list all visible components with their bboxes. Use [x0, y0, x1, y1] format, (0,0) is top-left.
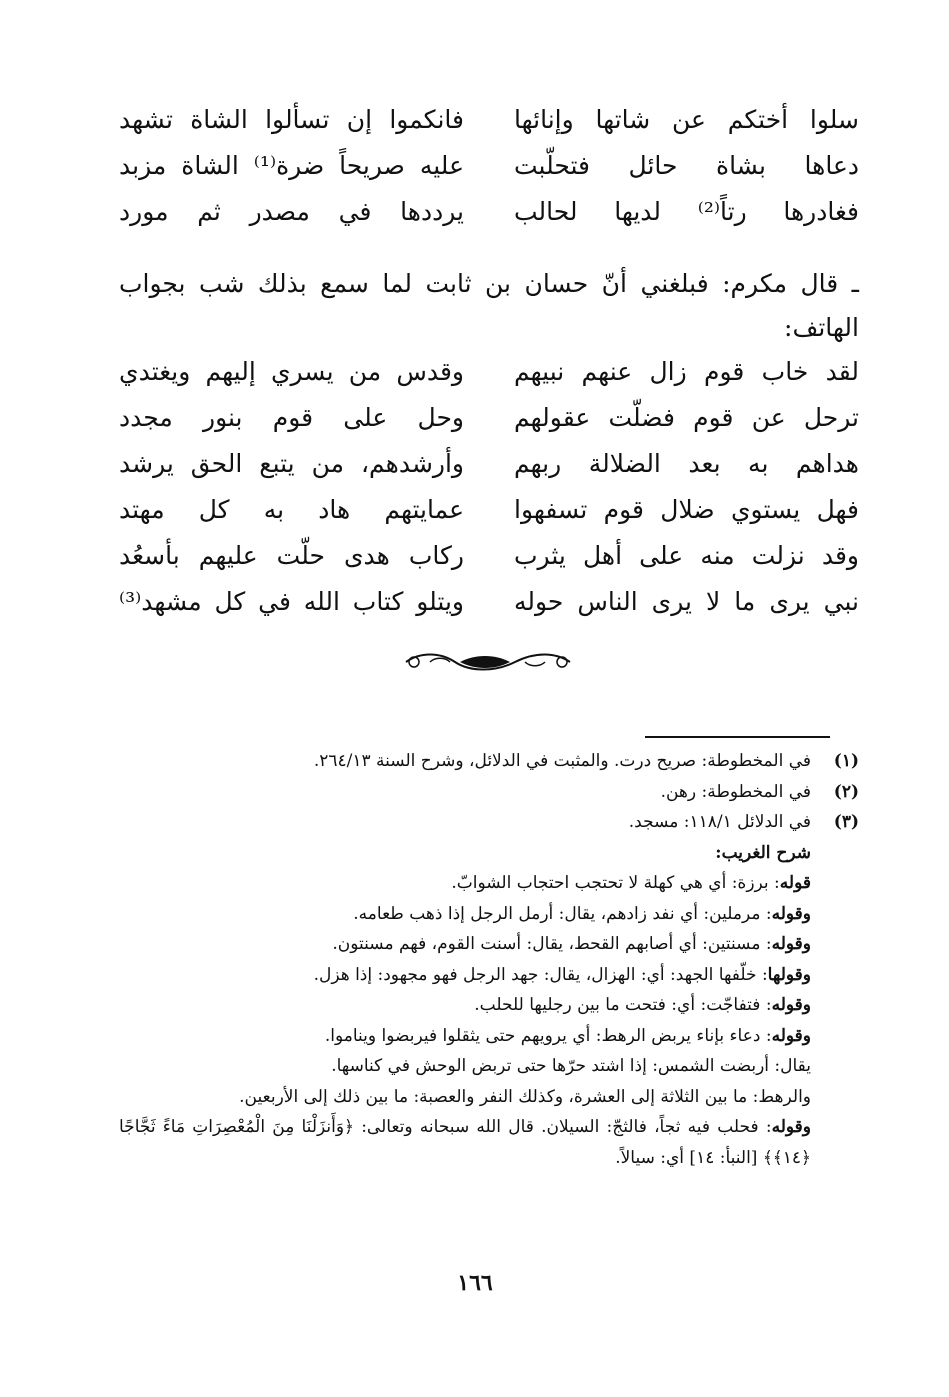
- gloss-text: : مسنتين: أي أصابهم القحط، يقال: أسنت القوم، فهم مسنتون.: [332, 934, 772, 954]
- poem-block-1: [119, 100, 859, 238]
- gloss-entry: [119, 990, 811, 1021]
- gloss-entry: [119, 1112, 811, 1173]
- verse-line: [119, 490, 859, 536]
- verse-line: [119, 352, 859, 398]
- verse-line: [119, 100, 859, 146]
- verse-first-hemistich: دعاها بشاة حائل فتحلّبت: [514, 151, 859, 180]
- gloss-headword: وقوله: [771, 934, 811, 954]
- verse-second-hemistich: يرددها في مصدر ثم مورد: [119, 197, 464, 226]
- verse-first-hemistich: لقد خاب قوم زال عنهم نبيهم: [514, 357, 859, 386]
- footnotes: [119, 746, 859, 1173]
- verse-line: [119, 582, 859, 628]
- page-number: ١٦٦: [457, 1270, 493, 1296]
- verse-line: [119, 536, 859, 582]
- poem-block-2: [119, 352, 859, 628]
- gloss-text: : برزة: أي هي كهلة لا تحتجب احتجاب الشوابّ.: [451, 873, 780, 893]
- gloss-entry: [119, 868, 811, 899]
- gloss-entry: [119, 1021, 811, 1052]
- verse-second-hemistich: عليه صريحاً ضرة⁽¹⁾ الشاة مزبد: [119, 151, 464, 180]
- gloss-headword: وقولها: [767, 964, 811, 985]
- verse-first-hemistich: فغادرها رتاً⁽²⁾ لديها لحالب: [514, 197, 859, 226]
- verse-first-hemistich: ترحل عن قوم فضلّت عقولهم: [514, 403, 859, 432]
- gloss-entry: [119, 960, 811, 991]
- verse-first-hemistich: سلوا أختكم عن شاتها وإنائها: [514, 105, 859, 134]
- verse-line: [119, 192, 859, 238]
- gloss-title: شرح الغريب:: [715, 842, 811, 863]
- gloss-text: : فحلب فيه ثجاً، فالثجّ: السيلان. قال الله سبحانه وتعالى: ﴿وَأَنزَلْنَا مِنَ الْمُعْصِرَاتِ مَاءً ثَجَّاجًا ﴿١٤﴾﴾ [النبأ: ١٤] أي: سيالاً.: [119, 1117, 811, 1168]
- gloss-headword: وقوله: [771, 995, 811, 1015]
- footnote-item: [119, 807, 859, 838]
- verse-second-hemistich: فانكموا إن تسألوا الشاة تشهد: [119, 105, 464, 134]
- footnote-item: [119, 777, 859, 808]
- verse-first-hemistich: وقد نزلت منه على أهل يثرب: [514, 541, 859, 570]
- gloss-entry: [119, 1051, 811, 1082]
- footnote-number: (١): [833, 751, 859, 771]
- gloss-entry: [119, 899, 811, 930]
- verse-first-hemistich: نبي يرى ما لا يرى الناس حوله: [514, 587, 859, 616]
- ornament-divider-icon: [400, 648, 575, 676]
- gloss-text: : خلّفها الجهد: أي: الهزال، يقال: جهد الرجل فهو مجهود: إذا هزل.: [313, 964, 768, 985]
- gloss-entry: [119, 929, 811, 960]
- verse-first-hemistich: فهل يستوي ضلال قوم تسفهوا: [514, 495, 859, 524]
- gloss-headword: قوله: [779, 873, 811, 893]
- verse-second-hemistich: عمايتهم هاد به كل مهتد: [119, 495, 464, 524]
- footnote-text: في المخطوطة: رهن.: [660, 781, 811, 802]
- gloss-headword: وقوله: [771, 1117, 811, 1137]
- gloss-text: : دعاء بإناء يربض الرهط: أي يرويهم حتى يثقلوا فيربضوا ويناموا.: [324, 1025, 772, 1046]
- footnote-number: (٣): [833, 812, 859, 832]
- footnote-separator: [645, 736, 830, 738]
- gloss-text: والرهط: ما بين الثلاثة إلى العشرة، وكذلك النفر والعصبة: ما بين ذلك إلى الأربعين.: [239, 1086, 811, 1107]
- gloss-text: : مرملين: أي نفد زادهم، يقال: أرمل الرجل إذا ذهب طعامه.: [353, 903, 772, 924]
- gloss-text: يقال: أربضت الشمس: إذا اشتد حرّها حتى تربض الوحش في كناسها.: [331, 1056, 811, 1076]
- verse-second-hemistich: وقدس من يسري إليهم ويغتدي: [119, 357, 464, 386]
- prose-paragraph: ـ قال مكرم: فبلغني أنّ حسان بن ثابت لما سمع بذلك شب بجواب الهاتف:: [119, 269, 859, 342]
- footnote-text: في المخطوطة: صريح درت. والمثبت في الدلائل، وشرح السنة ٢٦٤/١٣.: [313, 751, 811, 771]
- verse-first-hemistich: هداهم به بعد الضلالة ربهم: [514, 449, 859, 478]
- gloss-entry: [119, 1082, 811, 1113]
- footnote-text: في الدلائل ١١٨/١: مسجد.: [628, 812, 811, 832]
- verse-line: [119, 398, 859, 444]
- gloss-headword: وقوله: [771, 1025, 811, 1046]
- verse-line: [119, 444, 859, 490]
- verse-second-hemistich: وحل على قوم بنور مجدد: [119, 403, 464, 432]
- footnote-item: [119, 746, 859, 777]
- gloss-text: : فتفاجّت: أي: فتحت ما بين رجليها للحلب.: [474, 995, 772, 1015]
- verse-second-hemistich: ويتلو كتاب الله في كل مشهد⁽³⁾: [119, 587, 464, 616]
- verse-line: [119, 146, 859, 192]
- verse-second-hemistich: وأرشدهم، من يتبع الحق يرشد: [119, 449, 464, 478]
- verse-second-hemistich: ركاب هدى حلّت عليهم بأسعُد: [119, 541, 464, 570]
- footnote-number: (٢): [833, 781, 859, 802]
- gloss-list: [119, 868, 859, 1173]
- gloss-headword: وقوله: [771, 903, 811, 924]
